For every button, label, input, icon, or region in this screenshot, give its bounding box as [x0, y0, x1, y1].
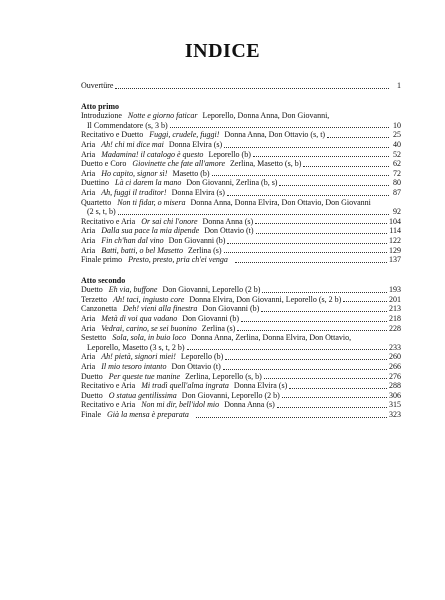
toc-entry-continuation[interactable] — [81, 121, 401, 131]
entry-roles: Leporello, Donna Anna, Don Giovanni, — [202, 111, 330, 121]
entry-incipit: Deh! vieni alla finestra — [122, 304, 198, 314]
dot-leader — [262, 291, 387, 293]
entry-page-number: 288 — [389, 381, 401, 391]
entry-form: Recitativo e Aria — [81, 381, 136, 391]
toc-entry[interactable] — [81, 285, 401, 295]
dot-leader — [282, 396, 387, 398]
dot-leader — [223, 368, 387, 370]
entry-incipit: Fin ch'han dal vino — [101, 235, 164, 245]
dot-leader — [235, 261, 387, 263]
entry-incipit: Per queste tue manine — [108, 371, 181, 381]
entry-roles: Zerlina (s) — [188, 245, 222, 255]
entry-incipit: Batti, batti, o bel Masetto — [101, 245, 183, 255]
dot-leader — [241, 320, 387, 322]
entry-form: Canzonetta — [81, 304, 117, 314]
entry-form: Quartetto — [81, 197, 112, 207]
dot-leader — [118, 213, 389, 215]
entry-form: Aria — [81, 226, 96, 236]
entry-roles: Don Giovanni (b) — [168, 235, 226, 245]
toc-entry[interactable] — [81, 304, 401, 314]
toc-entry[interactable] — [81, 295, 401, 305]
entry-page-number: 228 — [389, 323, 401, 333]
entry-page-number: 122 — [389, 235, 401, 245]
toc-entry[interactable] — [81, 236, 401, 246]
dot-leader — [289, 387, 387, 389]
entry-form: Aria — [81, 235, 96, 245]
entry-form: Ouvertüre — [81, 81, 114, 90]
entry-form: Finale — [81, 410, 101, 419]
entry-roles: Don Ottavio (t) — [204, 226, 254, 236]
entry-page-number: 193 — [389, 285, 401, 295]
entry-roles: Donna Elvira (s) — [168, 139, 223, 149]
entry-incipit: Ah, fuggi il traditor! — [101, 187, 167, 197]
entry-incipit: Ah! taci, ingiusto core — [113, 294, 185, 304]
dot-leader — [279, 184, 389, 186]
entry-incipit: Notte e giorno faticar — [127, 111, 198, 121]
entry-form: Recitativo e Aria — [81, 400, 136, 410]
entry-page-number: 10 — [393, 120, 401, 130]
entry-form: Duetto — [81, 285, 103, 295]
entry-roles: Masetto (b) — [172, 168, 210, 178]
dot-leader — [196, 416, 387, 418]
entry-page-number: 72 — [393, 168, 401, 178]
entry-incipit: Presto, presto, pria ch'ei venga — [128, 255, 228, 265]
toc-entry[interactable] — [81, 217, 401, 227]
dot-leader — [261, 310, 387, 312]
entry-form: Aria — [81, 139, 96, 149]
toc-entry[interactable] — [81, 352, 401, 362]
dot-leader — [212, 174, 389, 176]
entry-page-number: 315 — [389, 400, 401, 410]
entry-roles: Donna Elvira (s) — [171, 187, 225, 197]
entry-page-number: 1 — [397, 81, 401, 90]
entry-roles: Don Giovanni, Zerlina (b, s) — [186, 178, 278, 188]
toc-entry[interactable] — [81, 169, 401, 179]
toc-entry[interactable] — [81, 314, 401, 324]
entry-incipit: Il mio tesoro intanto — [101, 362, 167, 372]
toc-entry-overture[interactable] — [81, 81, 401, 91]
entry-incipit: Là ci darem la mano — [115, 178, 182, 188]
entry-incipit: Ho capito, signor sì! — [101, 168, 168, 178]
entry-incipit: O statua gentilissima — [108, 390, 177, 400]
entry-form: Duettino — [81, 178, 109, 188]
toc-entry[interactable] — [81, 188, 401, 198]
entry-page-number: 52 — [393, 149, 401, 159]
entry-page-number: 233 — [389, 342, 401, 352]
entry-page-number: 104 — [389, 216, 401, 226]
entry-roles: Don Giovanni, Leporello (2 b) — [162, 285, 261, 295]
toc-entry[interactable] — [81, 178, 401, 188]
entry-roles: Don Ottavio (t) — [171, 362, 221, 372]
entry-form: Aria — [81, 187, 96, 197]
toc-entry[interactable] — [81, 381, 401, 391]
dot-leader — [187, 348, 387, 350]
entry-page-number: 201 — [389, 294, 401, 304]
dot-leader — [227, 242, 387, 244]
entry-page-number: 87 — [393, 187, 401, 197]
entry-roles: Donna Anna (s) — [224, 400, 275, 410]
entry-incipit: Or sai chi l'onore — [141, 216, 198, 226]
dot-leader — [277, 406, 387, 408]
entry-form: Recitativo e Duetto — [81, 130, 144, 140]
entry-roles: Donna Anna, Don Ottavio (s, t) — [224, 130, 326, 140]
entry-form: Aria — [81, 352, 96, 362]
toc-entry[interactable] — [81, 111, 401, 121]
entry-form: Aria — [81, 168, 96, 178]
entry-incipit: Mi tradì quell'alma ingrata — [141, 381, 229, 391]
entry-page-number: 25 — [393, 130, 401, 140]
dot-leader — [170, 126, 389, 128]
entry-incipit: Giovinette che fate all'amore — [132, 159, 226, 169]
entry-page-number: 323 — [389, 410, 401, 419]
entry-roles: Zerlina, Masetto (s, b) — [230, 159, 302, 169]
entry-page-number: 114 — [389, 226, 401, 236]
toc-entry[interactable] — [81, 324, 401, 334]
entry-incipit: Ah! chi mi dice mai — [101, 139, 164, 149]
entry-form: Duetto — [81, 390, 103, 400]
toc-entry[interactable] — [81, 372, 401, 382]
entry-roles: Donna Elvira, Don Giovanni, Leporello (s, 2 b) — [189, 294, 342, 304]
dot-leader — [264, 377, 387, 379]
dot-leader — [227, 194, 389, 196]
toc-entry[interactable] — [81, 410, 401, 420]
toc-entry[interactable] — [81, 246, 401, 256]
toc-entry[interactable] — [81, 391, 401, 401]
dot-leader — [115, 87, 389, 89]
toc-entry[interactable] — [81, 130, 401, 140]
entry-page-number: 213 — [389, 304, 401, 314]
entry-roles: Don Giovanni, Leporello (2 b) — [181, 390, 280, 400]
dot-leader — [256, 232, 388, 234]
toc-entry[interactable] — [81, 159, 401, 169]
entry-incipit: Sola, sola, in buio loco — [112, 333, 187, 343]
entry-form: Aria — [81, 149, 96, 159]
entry-incipit: Non ti fidar, o misera — [117, 197, 186, 207]
entry-form: Finale primo — [81, 255, 123, 265]
act-heading: Atto secondo — [81, 275, 126, 285]
entry-roles: Il Commendatore (s, 3 b) — [87, 120, 168, 130]
toc-entry[interactable] — [81, 400, 401, 410]
entry-roles: Zerlina (s) — [201, 323, 236, 333]
dot-leader — [224, 251, 387, 253]
dot-leader — [253, 155, 389, 157]
entry-roles: (2 s, t, b) — [87, 207, 116, 217]
entry-incipit: Vedrai, carino, se sei buonino — [101, 323, 197, 333]
entry-form: Aria — [81, 314, 96, 324]
toc-entry-continuation[interactable] — [81, 343, 401, 353]
entry-page-number: 92 — [393, 207, 401, 217]
entry-form: Duetto — [81, 371, 103, 381]
entry-page-number: 260 — [389, 352, 401, 362]
entry-form: Recitativo e Aria — [81, 216, 136, 226]
dot-leader — [343, 300, 387, 302]
toc-entry[interactable] — [81, 150, 401, 160]
entry-page-number: 306 — [389, 390, 401, 400]
dot-leader — [303, 165, 389, 167]
entry-roles: Donna Elvira (s) — [233, 381, 288, 391]
entry-page-number: 80 — [393, 178, 401, 188]
toc-entry[interactable] — [81, 226, 401, 236]
entry-incipit: Non mi dir, bell'idol mio — [141, 400, 220, 410]
entry-roles: Donna Anna (s) — [202, 216, 254, 226]
entry-page-number: 137 — [389, 255, 401, 265]
dot-leader — [255, 222, 387, 224]
page-title: INDICE — [184, 40, 261, 62]
entry-incipit: Già la mensa è preparata — [107, 410, 189, 419]
entry-roles: Leporello, Masetto (3 s, t, 2 b) — [87, 342, 185, 352]
entry-form: Sestetto — [81, 333, 107, 343]
entry-roles: Don Giovanni (b) — [182, 314, 240, 324]
entry-roles: Leporello (b) — [208, 149, 251, 159]
entry-form: Aria — [81, 245, 96, 255]
toc-entry-continuation[interactable] — [81, 207, 401, 217]
entry-roles: Zerlina, Leporello (s, b) — [185, 371, 262, 381]
entry-form: Introduzione — [81, 111, 122, 121]
entry-incipit: Metà di voi qua vadano — [101, 314, 178, 324]
entry-incipit: Madamina! il catalogo è questo — [101, 149, 204, 159]
toc-entry[interactable] — [81, 255, 401, 265]
entry-incipit: Eh via, buffone — [108, 285, 158, 295]
entry-incipit: Dalla sua pace la mia dipende — [101, 226, 200, 236]
act-heading: Atto primo — [81, 101, 119, 111]
entry-incipit: Fuggi, crudele, fuggi! — [149, 130, 220, 140]
entry-incipit: Ah! pietà, signori miei! — [101, 352, 176, 362]
entry-form: Duetto e Coro — [81, 159, 127, 169]
entry-page-number: 40 — [393, 139, 401, 149]
toc-entry[interactable] — [81, 362, 401, 372]
toc-entry[interactable] — [81, 140, 401, 150]
table-of-contents — [81, 81, 401, 420]
dot-leader — [225, 358, 387, 360]
toc-entry[interactable] — [81, 333, 401, 343]
dot-leader — [224, 146, 389, 148]
entry-form: Aria — [81, 323, 96, 333]
dot-leader — [237, 329, 387, 331]
entry-page-number: 129 — [389, 245, 401, 255]
entry-roles: Don Giovanni (b) — [202, 304, 260, 314]
entry-form: Aria — [81, 362, 96, 372]
entry-roles: Donna Anna, Donna Elvira, Don Ottavio, Don Giovanni — [190, 197, 371, 207]
entry-form: Terzetto — [81, 294, 108, 304]
dot-leader — [327, 136, 389, 138]
entry-page-number: 62 — [393, 159, 401, 169]
entry-page-number: 266 — [389, 362, 401, 372]
toc-entry[interactable] — [81, 198, 401, 208]
entry-roles: Donna Anna, Zerlina, Donna Elvira, Don Ottavio, — [191, 333, 352, 343]
entry-page-number: 218 — [389, 314, 401, 324]
entry-roles: Leporello (b) — [180, 352, 224, 362]
entry-page-number: 276 — [389, 371, 401, 381]
